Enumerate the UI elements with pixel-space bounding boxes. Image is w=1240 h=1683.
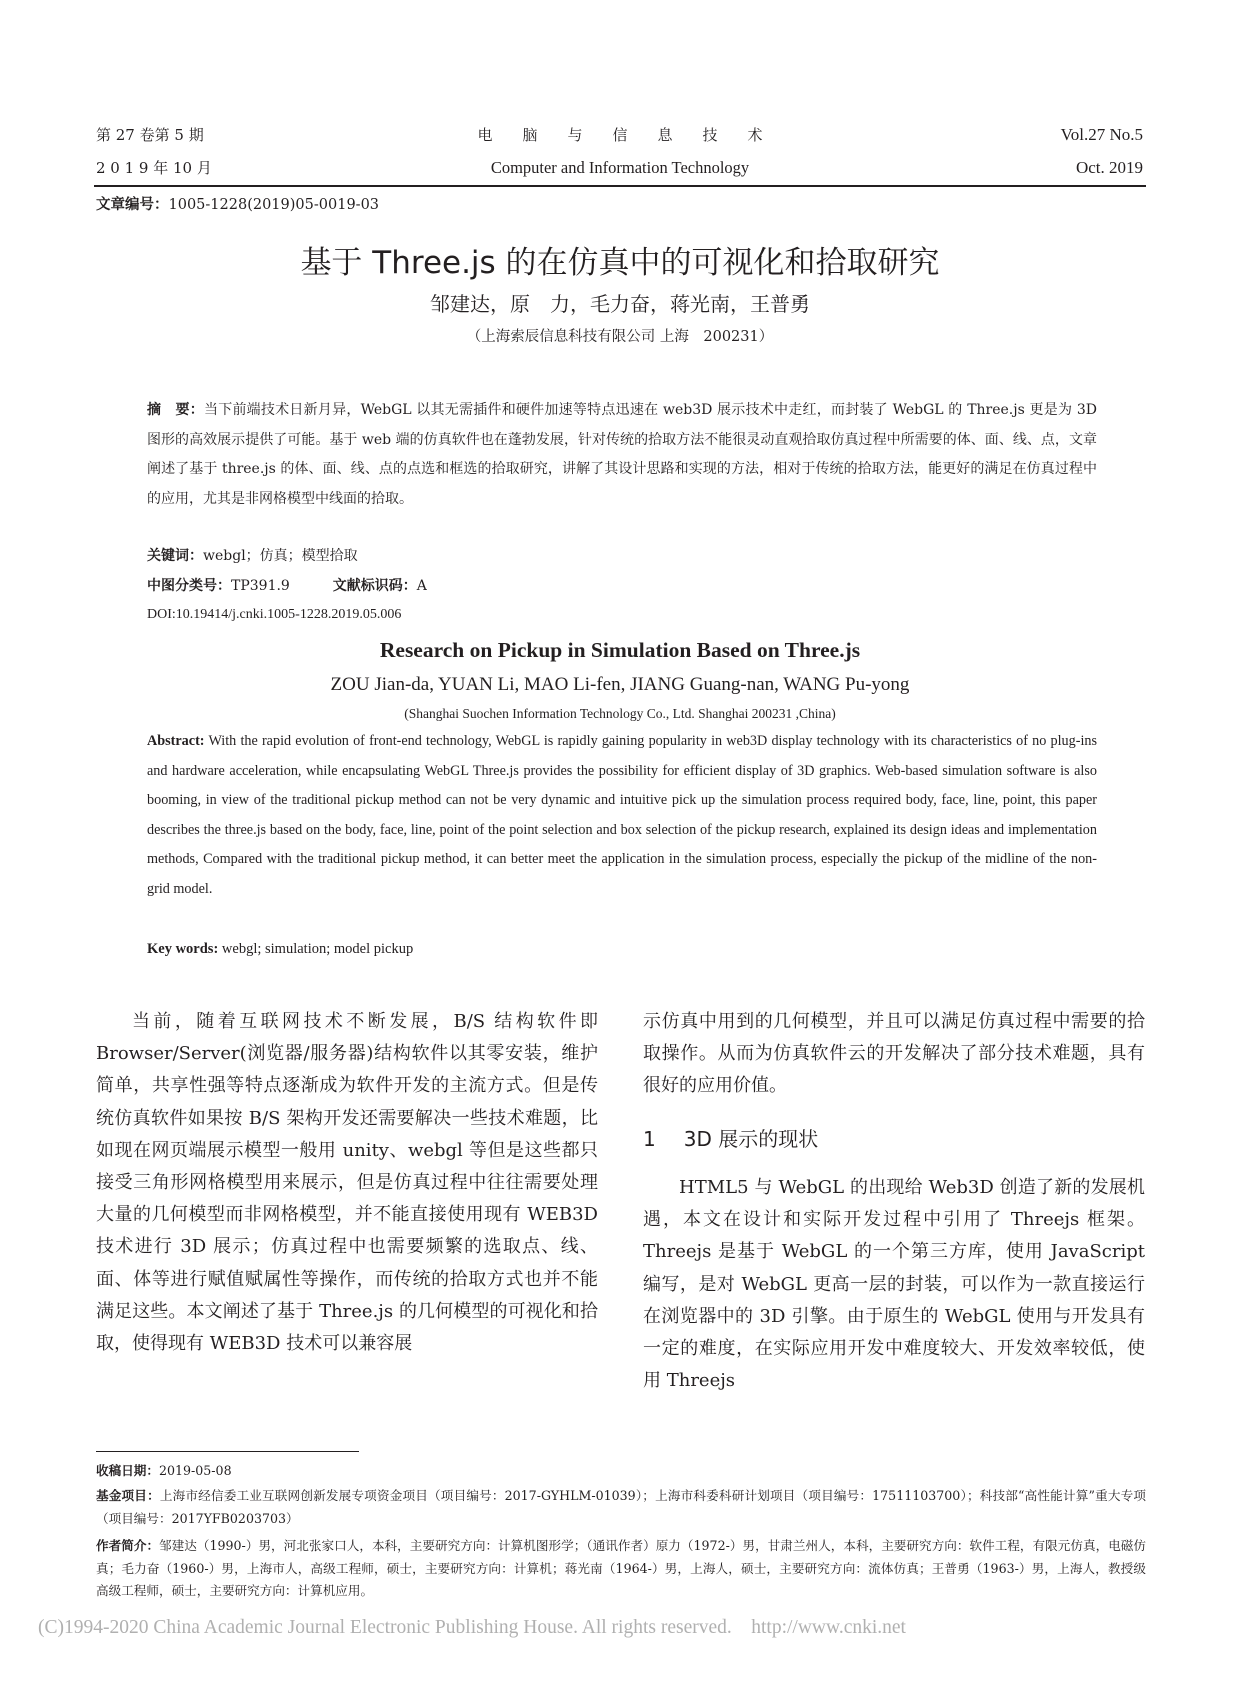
doc-code-label: 文献标识码： [332, 578, 417, 594]
article-number-label: 文章编号： [96, 197, 169, 213]
abstract-cn-text: 当下前端技术日新月异，WebGL 以其无需插件和硬件加速等特点迅速在 web3D 展示技术中走红，而封装了 WebGL 的 Three.js 更是为 3D 图形的高效展示提供了可能。基于 web 端的仿真软件也在蓬勃发展，针对传统的拾取方法不能很灵动直观拾取仿真过程中所需要的体、面、线、点，文章阐述了基于 three.js 的体、面、线、点的点选和框选的拾取研究，讲解了其设计思路和实现的方法，相对于传统的拾取方法，能更好的满足在仿真过程中的应用，尤其是非网格模型中线面的拾取。 [147, 402, 1098, 507]
section-1-heading [643, 1125, 818, 1153]
footnote-fund [96, 1485, 1146, 1530]
doc-code-value: A [416, 578, 427, 594]
header-date-en: Oct. 2019 [1075, 158, 1143, 177]
abstract-en-text: With the rapid evolution of front-end technology, WebGL is rapidly gaining popularity in web3D display technology with its characteristics of no plug-ins and hardware acceleration, while encapsulating WebGL Three.js provides the possibility for efficient display of 3D graphics. Web-based simulation software is also booming, in view of the traditional pickup method can not be very dynamic and intuitive pick up the simulation process required body, face, line, point, this paper describes the three.js based on the body, face, line, point of the point selection and box selection of the pickup research, explained its design ideas and implementation methods, Compared with the traditional pickup method, it can better meet the application in the simulation process, especially the pickup of the midline of the non-grid model. [147, 733, 1098, 897]
authors-en: ZOU Jian-da, YUAN Li, MAO Li-fen, JIANG Guang-nan, WANG Pu-yong [330, 674, 910, 695]
author-bio-text: 邹建达（1990-）男，河北张家口人，本科，主要研究方向：计算机图形学；（通讯作者）原力（1972-）男，甘肃兰州人，本科，主要研究方向：软件工程，有限元仿真，电磁仿真；毛力奋（1960-）男，上海市人，高级工程师，硕士，主要研究方向：计算机；蒋光南（1964-）男，上海人，硕士，主要研究方向：流体仿真；王普勇（1963-）男，上海人，教授级高级工程师，硕士，主要研究方向：计算机应用。 [96, 1538, 1147, 1598]
copyright-line: (C)1994-2020 China Academic Journal Electronic Publishing House. All rights reserved. http://www.cnki.net [38, 1617, 906, 1638]
classification [147, 575, 427, 597]
header-rule [94, 185, 1146, 187]
header-journal-en: Computer and Information Technology [490, 158, 750, 177]
affiliation-en: (Shanghai Suochen Information Technology Co., Ltd. Shanghai 200231 ,China) [404, 706, 836, 721]
body-left-column: 当前，随着互联网技术不断发展，B/S 结构软件即 Browser/Server(浏览器/服务器)结构软件以其零安装，维护简单，共享性强等特点逐渐成为软件开发的主流方式。但是传统仿真软件如果按 B/S 架构开发还需要解决一些技术难题，比如现在网页端展示模型一般用 unity、webgl 等但是这些都只接受三角形网格模型用来展示，但是仿真过程中往往需要处理大量的几何模型而非网格模型，并不能直接使用现有 WEB3D 技术进行 3D 展示；仿真过程中也需要频繁的选取点、线、面、体等进行赋值赋属性等操作，而传统的拾取方式也并不能满足这些。本文阐述了基于 Three.js 的几何模型的可视化和拾取，使得现有 WEB3D 技术可以兼容展 [96, 1011, 598, 1355]
title-en: Research on Pickup in Simulation Based on Three.js [379, 638, 861, 662]
doi: DOI:10.19414/j.cnki.1005-1228.2019.05.006 [147, 607, 402, 622]
footnote-rule [96, 1451, 359, 1452]
section-1-number: 1 [643, 1127, 656, 1151]
fund-label: 基金项目： [96, 1488, 160, 1503]
header-journal-cn: 电 脑 与 信 息 技 术 [477, 126, 763, 144]
keywords-en-text: webgl; simulation; model pickup [221, 941, 414, 957]
keywords-en-label: Key words: [147, 941, 219, 957]
fund-text: 上海市经信委工业互联网创新发展专项资金项目（项目编号：2017-GYHLM-01039）；上海市科委科研计划项目（项目编号：17511103700）；科技部“高性能计算”重大专项（项目编号：2017YFB0203703） [96, 1488, 1147, 1526]
abstract-cn [147, 396, 1097, 514]
authors-cn: 邹建达，原 力，毛力奋，蒋光南，王普勇 [430, 292, 810, 316]
author-bio-label: 作者简介： [96, 1538, 160, 1553]
keywords-en [147, 938, 413, 960]
header-issue-en: Vol.27 No.5 [1060, 125, 1143, 144]
abstract-en [147, 727, 1097, 905]
keywords-cn [147, 545, 358, 567]
affiliation-cn: （上海索辰信息科技有限公司 上海 200231） [466, 329, 774, 345]
footnote-received [96, 1460, 1146, 1483]
received-label: 收稿日期： [96, 1463, 159, 1478]
abstract-cn-label: 摘 要： [147, 402, 204, 418]
article-number-value: 1005-1228(2019)05-0019-03 [168, 197, 380, 213]
abstract-en-label: Abstract: [147, 733, 205, 749]
header-date-cn: 2 0 1 9 年 10 月 [96, 159, 212, 177]
footnote-authors [96, 1535, 1146, 1603]
section-1-paragraph: HTML5 与 WebGL 的出现给 Web3D 创造了新的发展机遇，本文在设计和实际开发过程中引用了 Threejs 框架。Threejs 是基于 WebGL 的一个第三方库，使用 JavaScript 编写，是对 WebGL 更高一层的封装，可以作为一款直接运行在浏览器中的 3D 引擎。由于原生的 WebGL 使用与开发具有一定的难度，在实际应用开发中难度较大、开发效率较低，使用 Threejs [643, 1177, 1145, 1392]
keywords-cn-label: 关键词： [147, 548, 203, 564]
clc-value: TP391.9 [231, 578, 290, 594]
body-right-intro: 示仿真中用到的几何模型，并且可以满足仿真过程中需要的拾取操作。从而为仿真软件云的开发解决了部分技术难题，具有很好的应用价值。 [643, 1011, 1145, 1097]
clc-label: 中图分类号： [147, 578, 231, 594]
received-date: 2019-05-08 [158, 1463, 232, 1478]
title-cn: 基于 Three.js 的在仿真中的可视化和拾取研究 [300, 245, 940, 281]
section-1-title: 3D 展示的现状 [683, 1127, 819, 1151]
header-issue-cn: 第 27 卷第 5 期 [96, 126, 204, 144]
keywords-cn-text: webgl；仿真；模型拾取 [203, 548, 358, 564]
article-number [96, 194, 379, 216]
